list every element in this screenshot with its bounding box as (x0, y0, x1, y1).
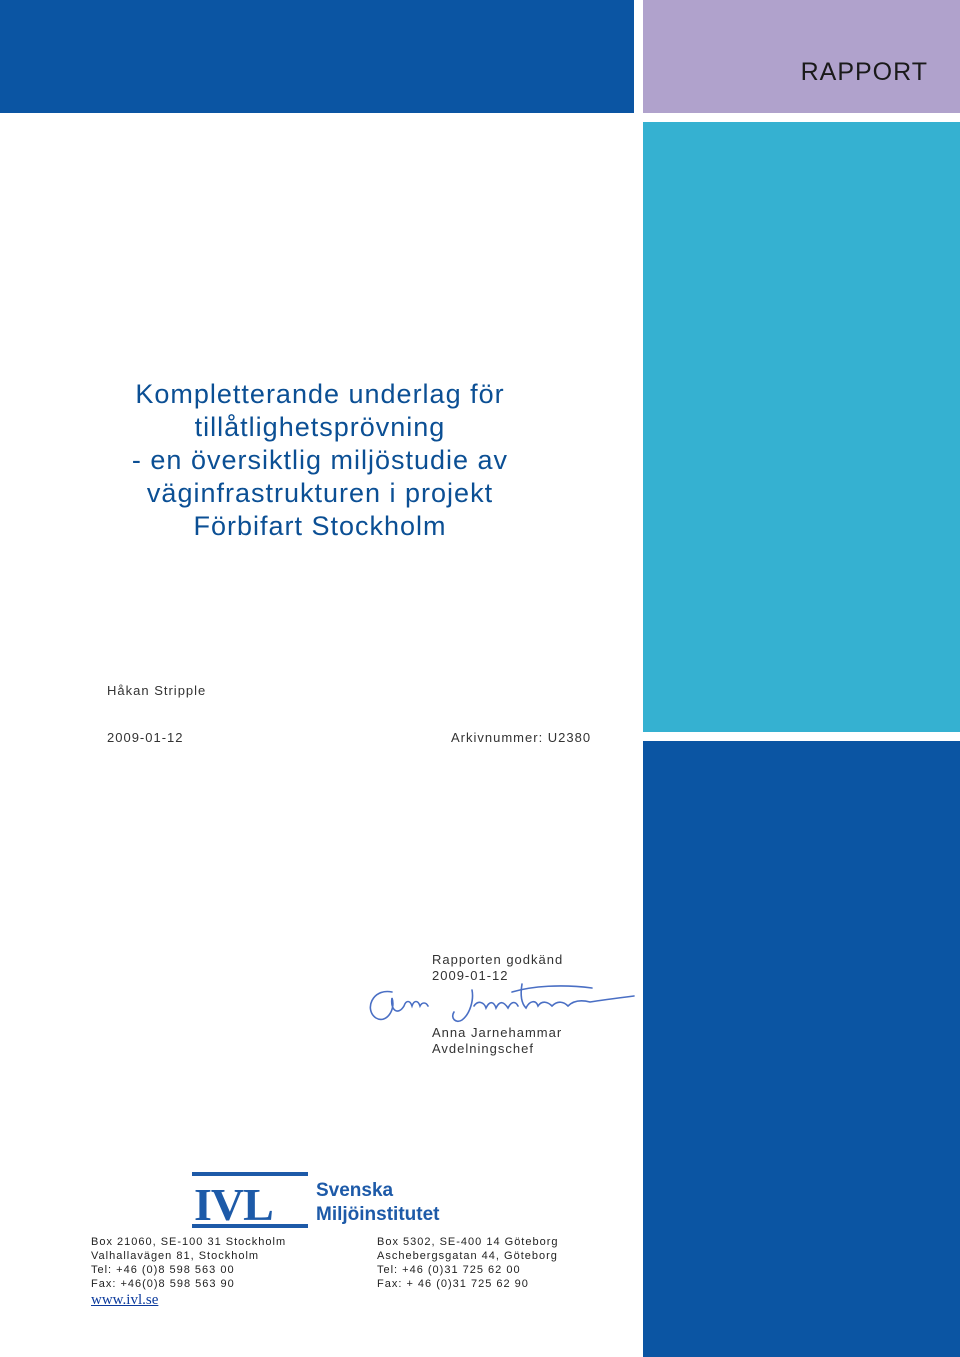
report-date: 2009-01-12 (107, 730, 184, 745)
logo-letters: IVL (194, 1179, 273, 1230)
author-name: Håkan Stripple (107, 683, 207, 698)
side-cyan-block (643, 122, 960, 732)
title-line: - en översiktlig miljöstudie av (131, 445, 509, 475)
address-line: Tel: +46 (0)8 598 563 00 (91, 1264, 235, 1276)
address-line: Valhallavägen 81, Stockholm (91, 1250, 260, 1262)
ivl-logo (190, 1170, 475, 1232)
approval-label: Rapporten godkänd (432, 952, 564, 967)
archive-number: Arkivnummer: U2380 (451, 730, 592, 745)
address-line: Fax: +46(0)8 598 563 90 (91, 1278, 235, 1290)
logo-line2: Miljöinstitutet (316, 1204, 440, 1225)
title-line: Kompletterande underlag för (135, 379, 505, 409)
logo-line1: Svenska (316, 1180, 394, 1201)
side-blue-block (643, 741, 960, 1357)
address-line: Aschebergsgatan 44, Göteborg (377, 1250, 558, 1262)
handwritten-signature (362, 970, 638, 1032)
report-title (100, 378, 540, 543)
approval-date: 2009-01-12 (432, 968, 509, 983)
title-line: Förbifart Stockholm (193, 511, 447, 541)
title-line: tillåtlighetsprövning (194, 412, 446, 442)
address-line: Box 21060, SE-100 31 Stockholm (91, 1236, 287, 1248)
header-blue-block (0, 0, 634, 113)
address-line: Fax: + 46 (0)31 725 62 90 (377, 1278, 529, 1290)
website-link[interactable]: www.ivl.se (91, 1292, 159, 1308)
logo-top-bar (192, 1172, 308, 1176)
approver-title: Avdelningschef (432, 1041, 534, 1056)
address-goteborg (377, 1235, 559, 1291)
approver-name: Anna Jarnehammar (432, 1025, 563, 1040)
address-stockholm (91, 1235, 286, 1291)
report-type-label: RAPPORT (800, 58, 928, 86)
address-line: Tel: +46 (0)31 725 62 00 (377, 1264, 521, 1276)
address-line: Box 5302, SE-400 14 Göteborg (377, 1236, 559, 1248)
header-lavender-block (643, 0, 960, 113)
title-line: väginfrastrukturen i projekt (146, 478, 494, 508)
